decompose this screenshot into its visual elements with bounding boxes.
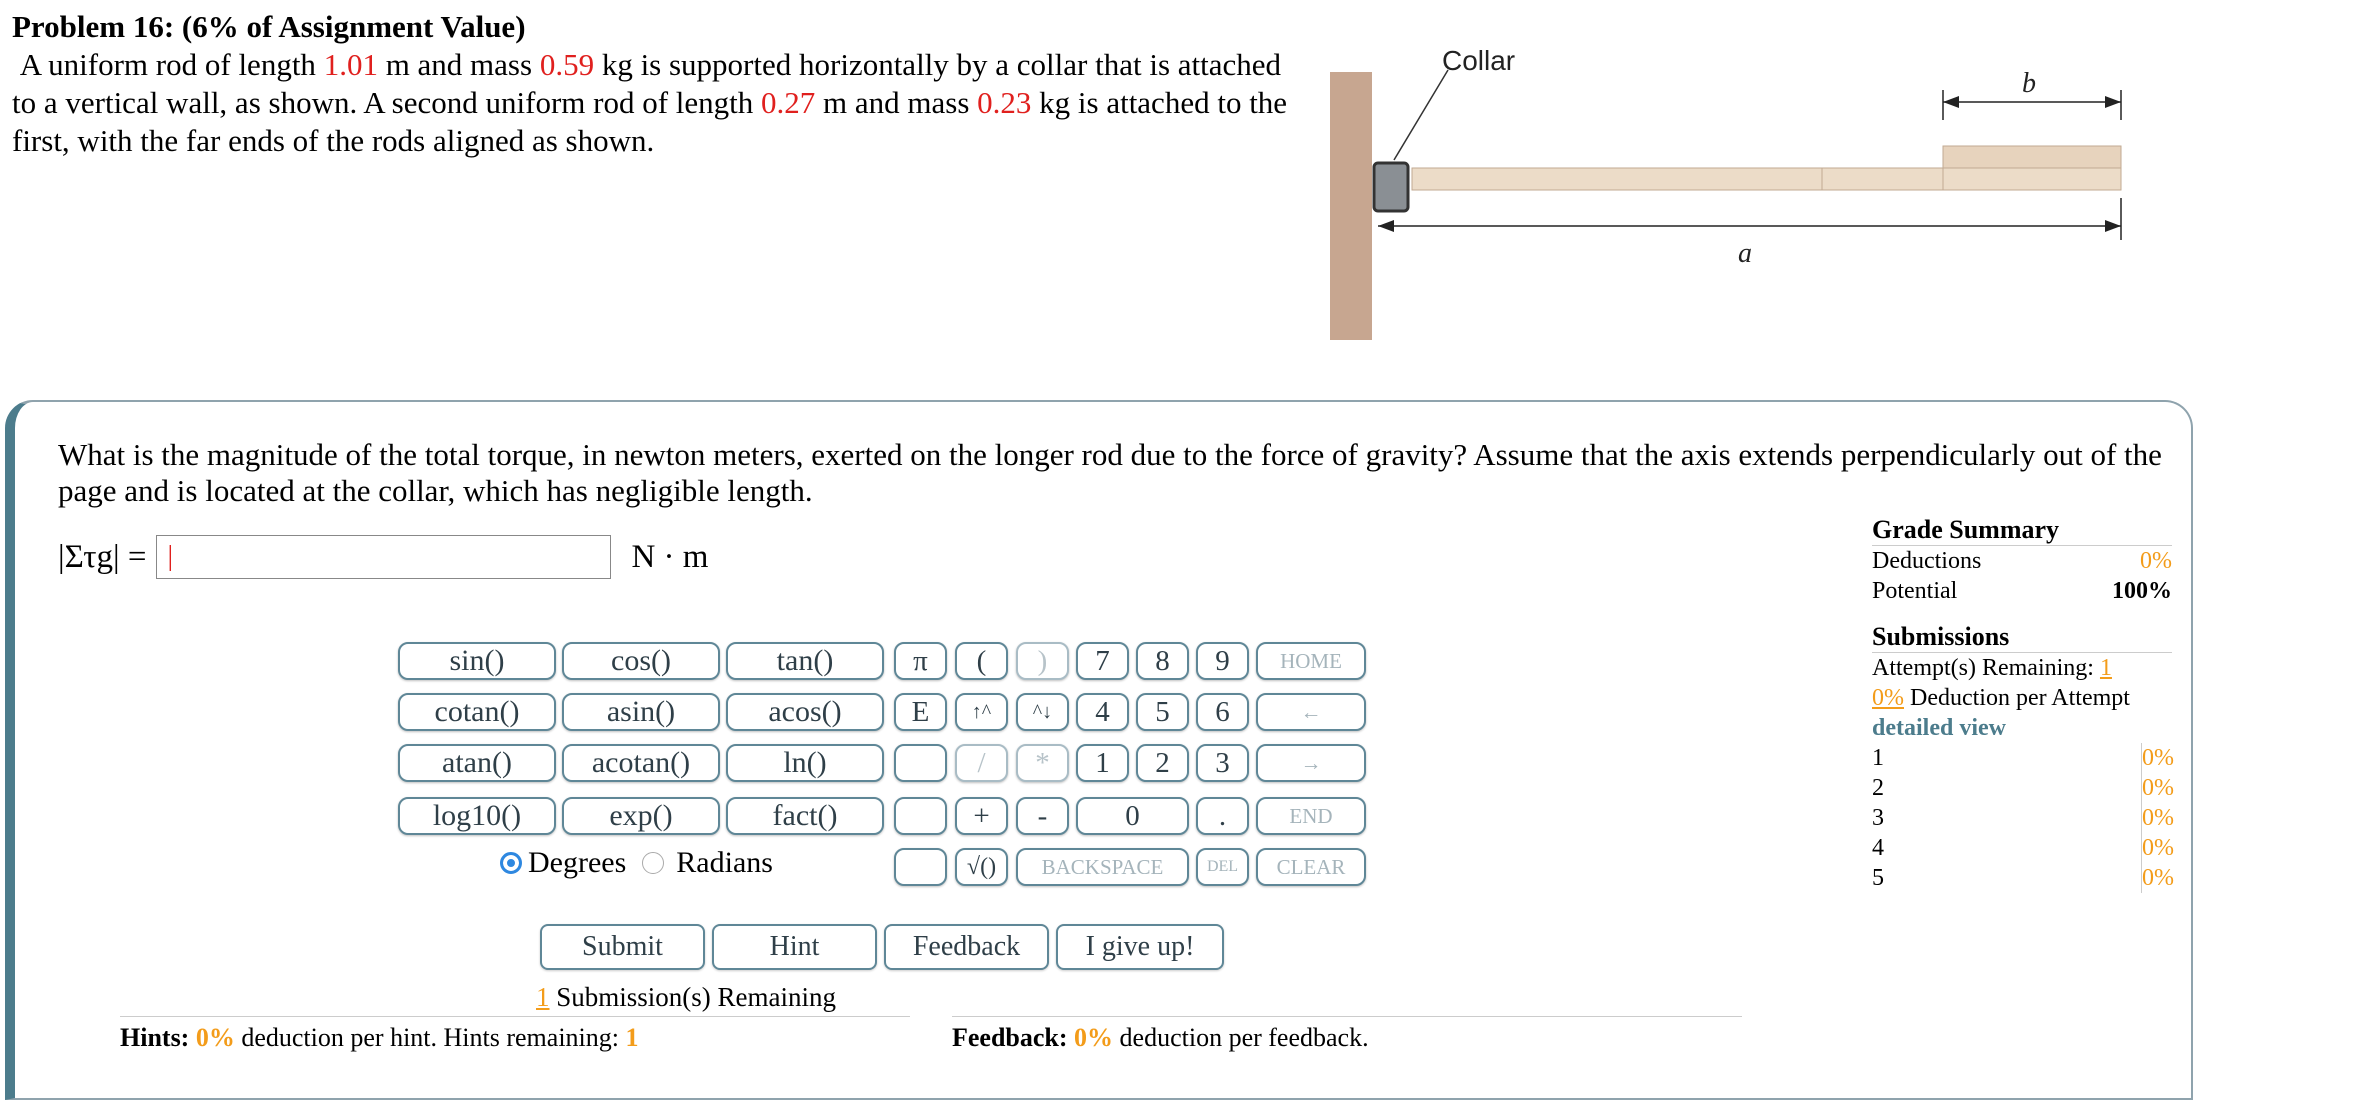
feedback-button[interactable]: Feedback xyxy=(884,924,1049,970)
long-rod-end xyxy=(1943,168,2121,190)
rod2-mass: 0.23 xyxy=(977,85,1032,120)
potential-label: Potential xyxy=(1872,578,1958,604)
feedback-text: deduction per feedback. xyxy=(1119,1023,1369,1052)
digit-1-button[interactable]: 1 xyxy=(1076,744,1129,782)
submit-button[interactable]: Submit xyxy=(540,924,705,970)
problem-text-5: kg is attached to the first, with the far ends of the rods aligned as shown. xyxy=(12,85,1288,158)
hints-text: deduction per hint. Hints remaining: xyxy=(241,1023,619,1052)
grade-summary xyxy=(1872,515,2172,893)
attempts-value: 1 xyxy=(2099,655,2112,681)
answer-row xyxy=(58,533,708,581)
feedback-pct: 0% xyxy=(1074,1023,1114,1052)
sin-button[interactable]: sin() xyxy=(398,642,556,680)
detailed-view-link[interactable]: detailed view xyxy=(1872,715,2006,741)
atan-button[interactable]: atan() xyxy=(398,744,556,782)
collar-label: Collar xyxy=(1442,50,1516,76)
answer-unit: N · m xyxy=(631,538,709,575)
potential-value: 100% xyxy=(2112,578,2172,604)
digit-7-button[interactable]: 7 xyxy=(1076,642,1129,680)
hints-remaining: 1 xyxy=(625,1023,639,1052)
pi-button[interactable]: π xyxy=(894,642,947,680)
blank-key-3[interactable] xyxy=(894,848,947,886)
multiply-button[interactable]: * xyxy=(1016,744,1069,782)
acos-button[interactable]: acos() xyxy=(726,693,884,731)
blank-key-1[interactable] xyxy=(894,744,947,782)
attempt-number: 2 xyxy=(1872,775,1884,801)
problem-text-1: A uniform rod of length xyxy=(19,47,316,82)
attempt-value: 0% xyxy=(2142,745,2174,771)
tan-button[interactable]: tan() xyxy=(726,642,884,680)
attempt-row xyxy=(1872,803,2172,833)
cos-button[interactable]: cos() xyxy=(562,642,720,680)
problem-text xyxy=(12,46,1292,160)
submissions-count: 1 xyxy=(536,982,550,1012)
attempt-number: 5 xyxy=(1872,865,1884,891)
answer-input[interactable] xyxy=(156,535,611,579)
problem-text-2: m and mass xyxy=(385,47,533,82)
digit-6-button[interactable]: 6 xyxy=(1196,693,1249,731)
blank-key-2[interactable] xyxy=(894,797,947,835)
left-arrow-button[interactable]: ← xyxy=(1256,693,1366,731)
attempt-number: 4 xyxy=(1872,835,1884,861)
attempt-value: 0% xyxy=(2142,805,2174,831)
collar xyxy=(1374,163,1408,211)
feedback-line xyxy=(952,1016,1742,1053)
right-arrow-button[interactable]: → xyxy=(1256,744,1366,782)
hints-line xyxy=(120,1016,910,1053)
attempt-number: 1 xyxy=(1872,745,1884,771)
submissions-remaining xyxy=(536,982,836,1013)
a-label: a xyxy=(1738,238,1752,269)
question-text: What is the magnitude of the total torque, in newton meters, exerted on the longer rod due to the force of gravity? Assume that the axis extends perpendicularly out of the page and is located at the collar, which has negligible length. xyxy=(58,437,2162,508)
fact-button[interactable]: fact() xyxy=(726,797,884,835)
attempt-value: 0% xyxy=(2142,775,2174,801)
rod1-length: 1.01 xyxy=(323,47,378,82)
clear-button[interactable]: CLEAR xyxy=(1256,848,1366,886)
problem-statement xyxy=(12,8,1292,160)
attempt-row xyxy=(1872,773,2172,803)
problem-title: Problem 16: (6% of Assignment Value) xyxy=(12,9,526,44)
rod1-mass: 0.59 xyxy=(539,47,595,82)
collar-pointer xyxy=(1394,70,1448,160)
hint-button[interactable]: Hint xyxy=(712,924,877,970)
backspace-button[interactable]: BACKSPACE xyxy=(1016,848,1189,886)
end-button[interactable]: END xyxy=(1256,797,1366,835)
deductions-value: 0% xyxy=(2140,548,2172,574)
submissions-title: Submissions xyxy=(1872,622,2172,653)
long-rod xyxy=(1412,168,1822,190)
deductions-label: Deductions xyxy=(1872,548,1982,574)
attempt-value: 0% xyxy=(2142,835,2174,861)
divide-button[interactable]: / xyxy=(955,744,1008,782)
attempt-row xyxy=(1872,833,2172,863)
deductions-row xyxy=(1872,546,2172,576)
radians-radio[interactable] xyxy=(642,852,664,874)
lparen-button[interactable]: ( xyxy=(955,642,1008,680)
attempt-row xyxy=(1872,743,2172,773)
up-button[interactable]: ↑^ xyxy=(955,693,1008,731)
b-label: b xyxy=(2022,68,2036,99)
deduction-per-attempt xyxy=(1872,683,2172,713)
digit-2-button[interactable]: 2 xyxy=(1136,744,1189,782)
answer-label: |Στg| = xyxy=(58,538,147,575)
give-up-button[interactable]: I give up! xyxy=(1056,924,1224,970)
long-rod-mid xyxy=(1822,168,1943,190)
acotan-button[interactable]: acotan() xyxy=(562,744,720,782)
asin-button[interactable]: asin() xyxy=(562,693,720,731)
hints-pct: 0% xyxy=(195,1023,235,1052)
problem-text-4: m and mass xyxy=(823,85,970,120)
digit-9-button[interactable]: 9 xyxy=(1196,642,1249,680)
submissions-text: Submission(s) Remaining xyxy=(556,982,837,1012)
grade-summary-title: Grade Summary xyxy=(1872,515,2172,546)
rparen-button[interactable]: ) xyxy=(1016,642,1069,680)
e-button[interactable]: E xyxy=(894,693,947,731)
rod-diagram xyxy=(1330,50,2150,340)
exp-button[interactable]: exp() xyxy=(562,797,720,835)
attempt-row xyxy=(1872,863,2172,893)
deduction-per-attempt-text: Deduction per Attempt xyxy=(1910,685,2130,711)
angle-mode xyxy=(500,846,773,880)
cotan-button[interactable]: cotan() xyxy=(398,693,556,731)
degrees-label: Degrees xyxy=(528,846,627,879)
feedback-label: Feedback: xyxy=(952,1023,1068,1052)
ln-button[interactable]: ln() xyxy=(726,744,884,782)
digit-0-button[interactable]: 0 xyxy=(1076,797,1189,835)
problem-text-3: kg is supported horizontally by a collar that is attached to a vertical wall, as shown. A second uniform rod of length xyxy=(12,47,1282,120)
attempt-value: 0% xyxy=(2142,865,2174,891)
attempt-number: 3 xyxy=(1872,805,1884,831)
digit-5-button[interactable]: 5 xyxy=(1136,693,1189,731)
sqrt-button[interactable]: √() xyxy=(955,848,1008,886)
digit-4-button[interactable]: 4 xyxy=(1076,693,1129,731)
deduction-per-attempt-pct: 0% xyxy=(1872,685,1904,711)
potential-row xyxy=(1872,576,2172,606)
hints-label: Hints: xyxy=(120,1023,190,1052)
down-button[interactable]: ^↓ xyxy=(1016,693,1069,731)
plus-button[interactable]: + xyxy=(955,797,1008,835)
rod2-length: 0.27 xyxy=(761,85,816,120)
radians-label: Radians xyxy=(676,846,773,879)
degrees-radio[interactable] xyxy=(500,852,522,874)
del-button[interactable]: DEL xyxy=(1196,848,1249,886)
home-button[interactable]: HOME xyxy=(1256,642,1366,680)
attempts-label: Attempt(s) Remaining: xyxy=(1872,655,2094,681)
digit-3-button[interactable]: 3 xyxy=(1196,744,1249,782)
attempts-row xyxy=(1872,653,2172,683)
minus-button[interactable]: - xyxy=(1016,797,1069,835)
wall xyxy=(1330,72,1372,340)
log10-button[interactable]: log10() xyxy=(398,797,556,835)
digit-8-button[interactable]: 8 xyxy=(1136,642,1189,680)
decimal-button[interactable]: . xyxy=(1196,797,1249,835)
